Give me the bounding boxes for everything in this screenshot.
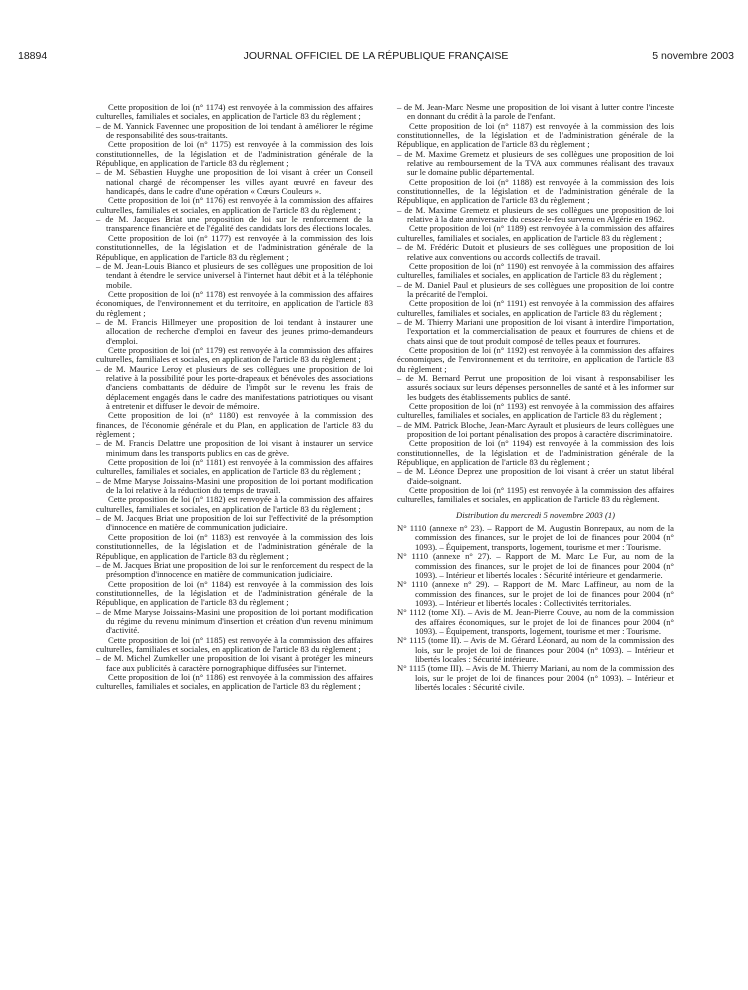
bill-entry: – de M. Frédéric Dutoit et plusieurs de ses collègues une proposition de loi relative aux conventions ou accords collectifs de travail. [397,242,674,262]
referral-paragraph: Cette proposition de loi (n° 1183) est renvoyée à la commission des lois constitutionnelles, de la législation et de l'administration générale de la République, en application de l'article 83 du règlement ; [96,531,373,561]
referral-paragraph: Cette proposition de loi (n° 1187) est renvoyée à la commission des lois constitutionnelles, de la législation et de l'administration générale de la République, en application de l'article 83 du règlement ; [397,120,674,150]
referral-paragraph: Cette proposition de loi (n° 1180) est renvoyée à la commission des finances, de l'économie générale et du Plan, en application de l'article 83 du règlement ; [96,410,373,440]
right-column [397,103,674,692]
bill-entry: – de M. Maxime Gremetz et plusieurs de ses collègues une proposition de loi relative à la date anniversaire du cessez-le-feu survenu en Algérie en 1962. [397,204,674,225]
distribution-entry: N° 1115 (tome II). – Avis de M. Gérard Léonard, au nom de la commission des lois, sur le projet de loi de finances pour 2004 (n° 1093). – Intérieur et libertés locales : Sécurité intérieure. [397,635,674,664]
bill-entry: – de M. Daniel Paul et plusieurs de ses collègues une proposition de loi contre la précarité de l'emploi. [397,279,674,299]
distribution-entry: N° 1112 (tome XI). – Avis de M. Jean-Pierre Couve, au nom de la commission des affaires économiques, sur le projet de loi de finances pour 2004 (n° 1093). – Équipement, transports, logement, tourisme et mer : Tourisme. [397,607,674,636]
bill-entry: – de Mme Maryse Joissains-Masini une proposition de loi portant modification du régime du revenu minimum d'insertion et création d'un revenu minimum d'activité. [96,606,373,636]
journal-title: JOURNAL OFFICIEL DE LA RÉPUBLIQUE FRANÇAISE [243,50,509,62]
referral-paragraph: Cette proposition de loi (n° 1176) est renvoyée à la commission des affaires culturelles, familiales et sociales, en application de l'article 83 du règlement ; [96,195,373,215]
bill-entry: – de M. Jean-Louis Bianco et plusieurs de ses collègues une proposition de loi tendant à étendre le service universel à l'internet haut débit et à la téléphonie mobile. [96,260,373,290]
referral-paragraph: Cette proposition de loi (n° 1191) est renvoyée à la commission des affaires culturelles, familiales et sociales, en application de l'article 83 du règlement ; [397,298,674,318]
bill-entry: – de M. Francis Delattre une proposition de loi visant à instaurer un service minimum dans les transports publics en cas de grève. [96,438,373,458]
referral-paragraph: Cette proposition de loi (n° 1186) est renvoyée à la commission des affaires culturelles, familiales et sociales, en application de l'article 83 du règlement ; [96,671,373,692]
bill-entry: – de M. Francis Hillmeyer une proposition de loi tendant à instaurer une allocation de recherche d'emploi en faveur des jeunes primo-demandeurs d'emploi. [96,316,373,346]
referral-paragraph: Cette proposition de loi (n° 1194) est renvoyée à la commission des lois constitutionnelles, de la législation et de l'administration générale de la République, en application de l'article 83 du règlement ; [397,438,674,468]
bill-entry: – de M. Thierry Mariani une proposition de loi visant à interdire l'importation, l'exportation et la commercialisation de peaux et fourrures de chiens et de chats ainsi que de tout produit composé de telles peaux et fourrures. [397,316,674,346]
bill-entry: – de M. Maxime Gremetz et plusieurs de ses collègues une proposition de loi relative au remboursement de la TVA aux communes réalisant des travaux sur le domaine public départemental. [397,148,674,178]
referral-paragraph: Cette proposition de loi (n° 1189) est renvoyée à la commission des affaires culturelles, familiales et sociales, en application de l'article 83 du règlement ; [397,223,674,243]
referral-paragraph: Cette proposition de loi (n° 1193) est renvoyée à la commission des affaires culturelles, familiales et sociales, en application de l'article 83 du règlement ; [397,401,674,421]
page-number: 18894 [18,50,48,62]
bill-entry: – de M. Michel Zumkeller une proposition de loi visant à protéger les mineurs face aux publicités à caractère pornographique diffusées sur l'internet. [96,653,373,673]
bill-entry: – de M. Jacques Briat une proposition de loi sur l'effectivité de la présomption d'innocence en matière de communication judiciaire. [96,513,373,533]
referral-paragraph: Cette proposition de loi (n° 1178) est renvoyée à la commission des affaires économiques, de l'environnement et du territoire, en application de l'article 83 du règlement ; [96,288,373,318]
distribution-entry: N° 1110 (annexe n° 23). – Rapport de M. Augustin Bonrepaux, au nom de la commission des finances, sur le projet de loi de finances pour 2004 (n° 1093). – Équipement, transports, logement, tourisme et mer : Tourisme. [397,523,674,552]
left-column [96,103,373,692]
bill-entry: – de MM. Patrick Bloche, Jean-Marc Ayrault et plusieurs de leurs collègues une proposition de loi portant pénalisation des propos à caractère discriminatoire. [397,419,674,440]
page-header [18,50,734,64]
bill-entry: – de M. Yannick Favennec une proposition de loi tendant à améliorer le régime de responsabilité des sous-traitants. [96,120,373,141]
referral-paragraph: Cette proposition de loi (n° 1190) est renvoyée à la commission des affaires culturelles, familiales et sociales, en application de l'article 83 du règlement ; [397,260,674,281]
distribution-heading: Distribution du mercredi 5 novembre 2003 (1) [456,509,615,520]
bill-entry: – de M. Léonce Deprez une proposition de loi visant à créer un statut libéral d'aide-soignant. [397,466,674,486]
issue-date: 5 novembre 2003 [652,50,734,62]
referral-paragraph: Cette proposition de loi (n° 1181) est renvoyée à la commission des affaires culturelles, familiales et sociales, en application de l'article 83 du règlement ; [96,457,373,477]
referral-paragraph: Cette proposition de loi (n° 1195) est renvoyée à la commission des affaires culturelles, familiales et sociales, en application de l'article 83 du règlement. [397,485,674,505]
bill-entry: – de Mme Maryse Joissains-Masini une proposition de loi portant modification de la loi relative à la réduction du temps de travail. [96,475,373,496]
referral-paragraph: Cette proposition de loi (n° 1177) est renvoyée à la commission des lois constitutionnelles, de la législation et de l'administration générale de la République, en application de l'article 83 du règlement ; [96,232,373,262]
distribution-entry: N° 1110 (annexe n° 27). – Rapport de M. Marc Le Fur, au nom de la commission des finances, sur le projet de loi de finances pour 2004 (n° 1093). – Intérieur et libertés locales : Sécurité intérieure et gendarmerie. [397,551,674,580]
bill-entry: – de M. Bernard Perrut une proposition de loi visant à responsabiliser les assurés sociaux sur leurs dépenses personnelles de santé et à les informer sur les budgets des établissements publics de santé. [397,372,674,402]
referral-paragraph: Cette proposition de loi (n° 1182) est renvoyée à la commission des affaires culturelles, familiales et sociales, en application de l'article 83 du règlement ; [96,494,373,514]
bill-entry: – de M. Jacques Briat une proposition de loi sur le renforcement de la transparence financière et de l'égalité des candidats lors des élections locales. [96,214,373,234]
referral-paragraph: Cette proposition de loi (n° 1175) est renvoyée à la commission des lois constitutionnelles, de la législation et de l'administration générale de la République, en application de l'article 83 du règlement ; [96,139,373,169]
referral-paragraph: Cette proposition de loi (n° 1188) est renvoyée à la commission des lois constitutionnelles, de la législation et de l'administration générale de la République, en application de l'article 83 du règlement ; [397,176,674,206]
referral-paragraph: Cette proposition de loi (n° 1185) est renvoyée à la commission des affaires culturelles, familiales et sociales, en application de l'article 83 du règlement ; [96,634,373,654]
bill-entry: – de M. Jean-Marc Nesme une proposition de loi visant à lutter contre l'inceste en donnant du crédit à la parole de l'enfant. [397,102,674,122]
referral-paragraph: Cette proposition de loi (n° 1184) est renvoyée à la commission des lois constitutionnelles, de la législation et de l'administration générale de la République, en application de l'article 83 du règlement ; [96,578,373,608]
referral-paragraph: Cette proposition de loi (n° 1192) est renvoyée à la commission des affaires économiques, de l'environnement et du territoire, en application de l'article 83 du règlement ; [397,344,674,374]
distribution-entry: N° 1115 (tome III). – Avis de M. Thierry Mariani, au nom de la commission des lois, sur le projet de loi de finances pour 2004 (n° 1093). – Intérieur et libertés locales : Sécurité civile. [397,663,674,692]
distribution-entry: N° 1110 (annexe n° 29). – Rapport de M. Marc Laffineur, au nom de la commission des finances, sur le projet de loi de finances pour 2004 (n° 1093). – Intérieur et libertés locales : Collectivités territoriales. [397,579,674,608]
referral-paragraph: Cette proposition de loi (n° 1174) est renvoyée à la commission des affaires culturelles, familiales et sociales, en application de l'article 83 du règlement ; [96,102,373,122]
bill-entry: – de M. Jacques Briat une proposition de loi sur le renforcement du respect de la présomption d'innocence en matière de communication judiciaire. [96,559,373,580]
bill-entry: – de M. Sébastien Huyghe une proposition de loi visant à créer un Conseil national chargé de récompenser les villes ayant œuvré en faveur des handicapés, dans le cadre d'une opération « Cœurs Couleurs ». [96,167,373,197]
bill-entry: – de M. Maurice Leroy et plusieurs de ses collègues une proposition de loi relative à la possibilité pour les porte-drapeaux et bénévoles des associations d'anciens combattants de déduire de l'impôt sur le revenu les frais de déplacement engagés dans le cadre des manifestations patriotiques ou visant à entretenir et diffuser le devoir de mémoire. [96,363,373,411]
referral-paragraph: Cette proposition de loi (n° 1179) est renvoyée à la commission des affaires culturelles, familiales et sociales, en application de l'article 83 du règlement ; [96,344,373,365]
